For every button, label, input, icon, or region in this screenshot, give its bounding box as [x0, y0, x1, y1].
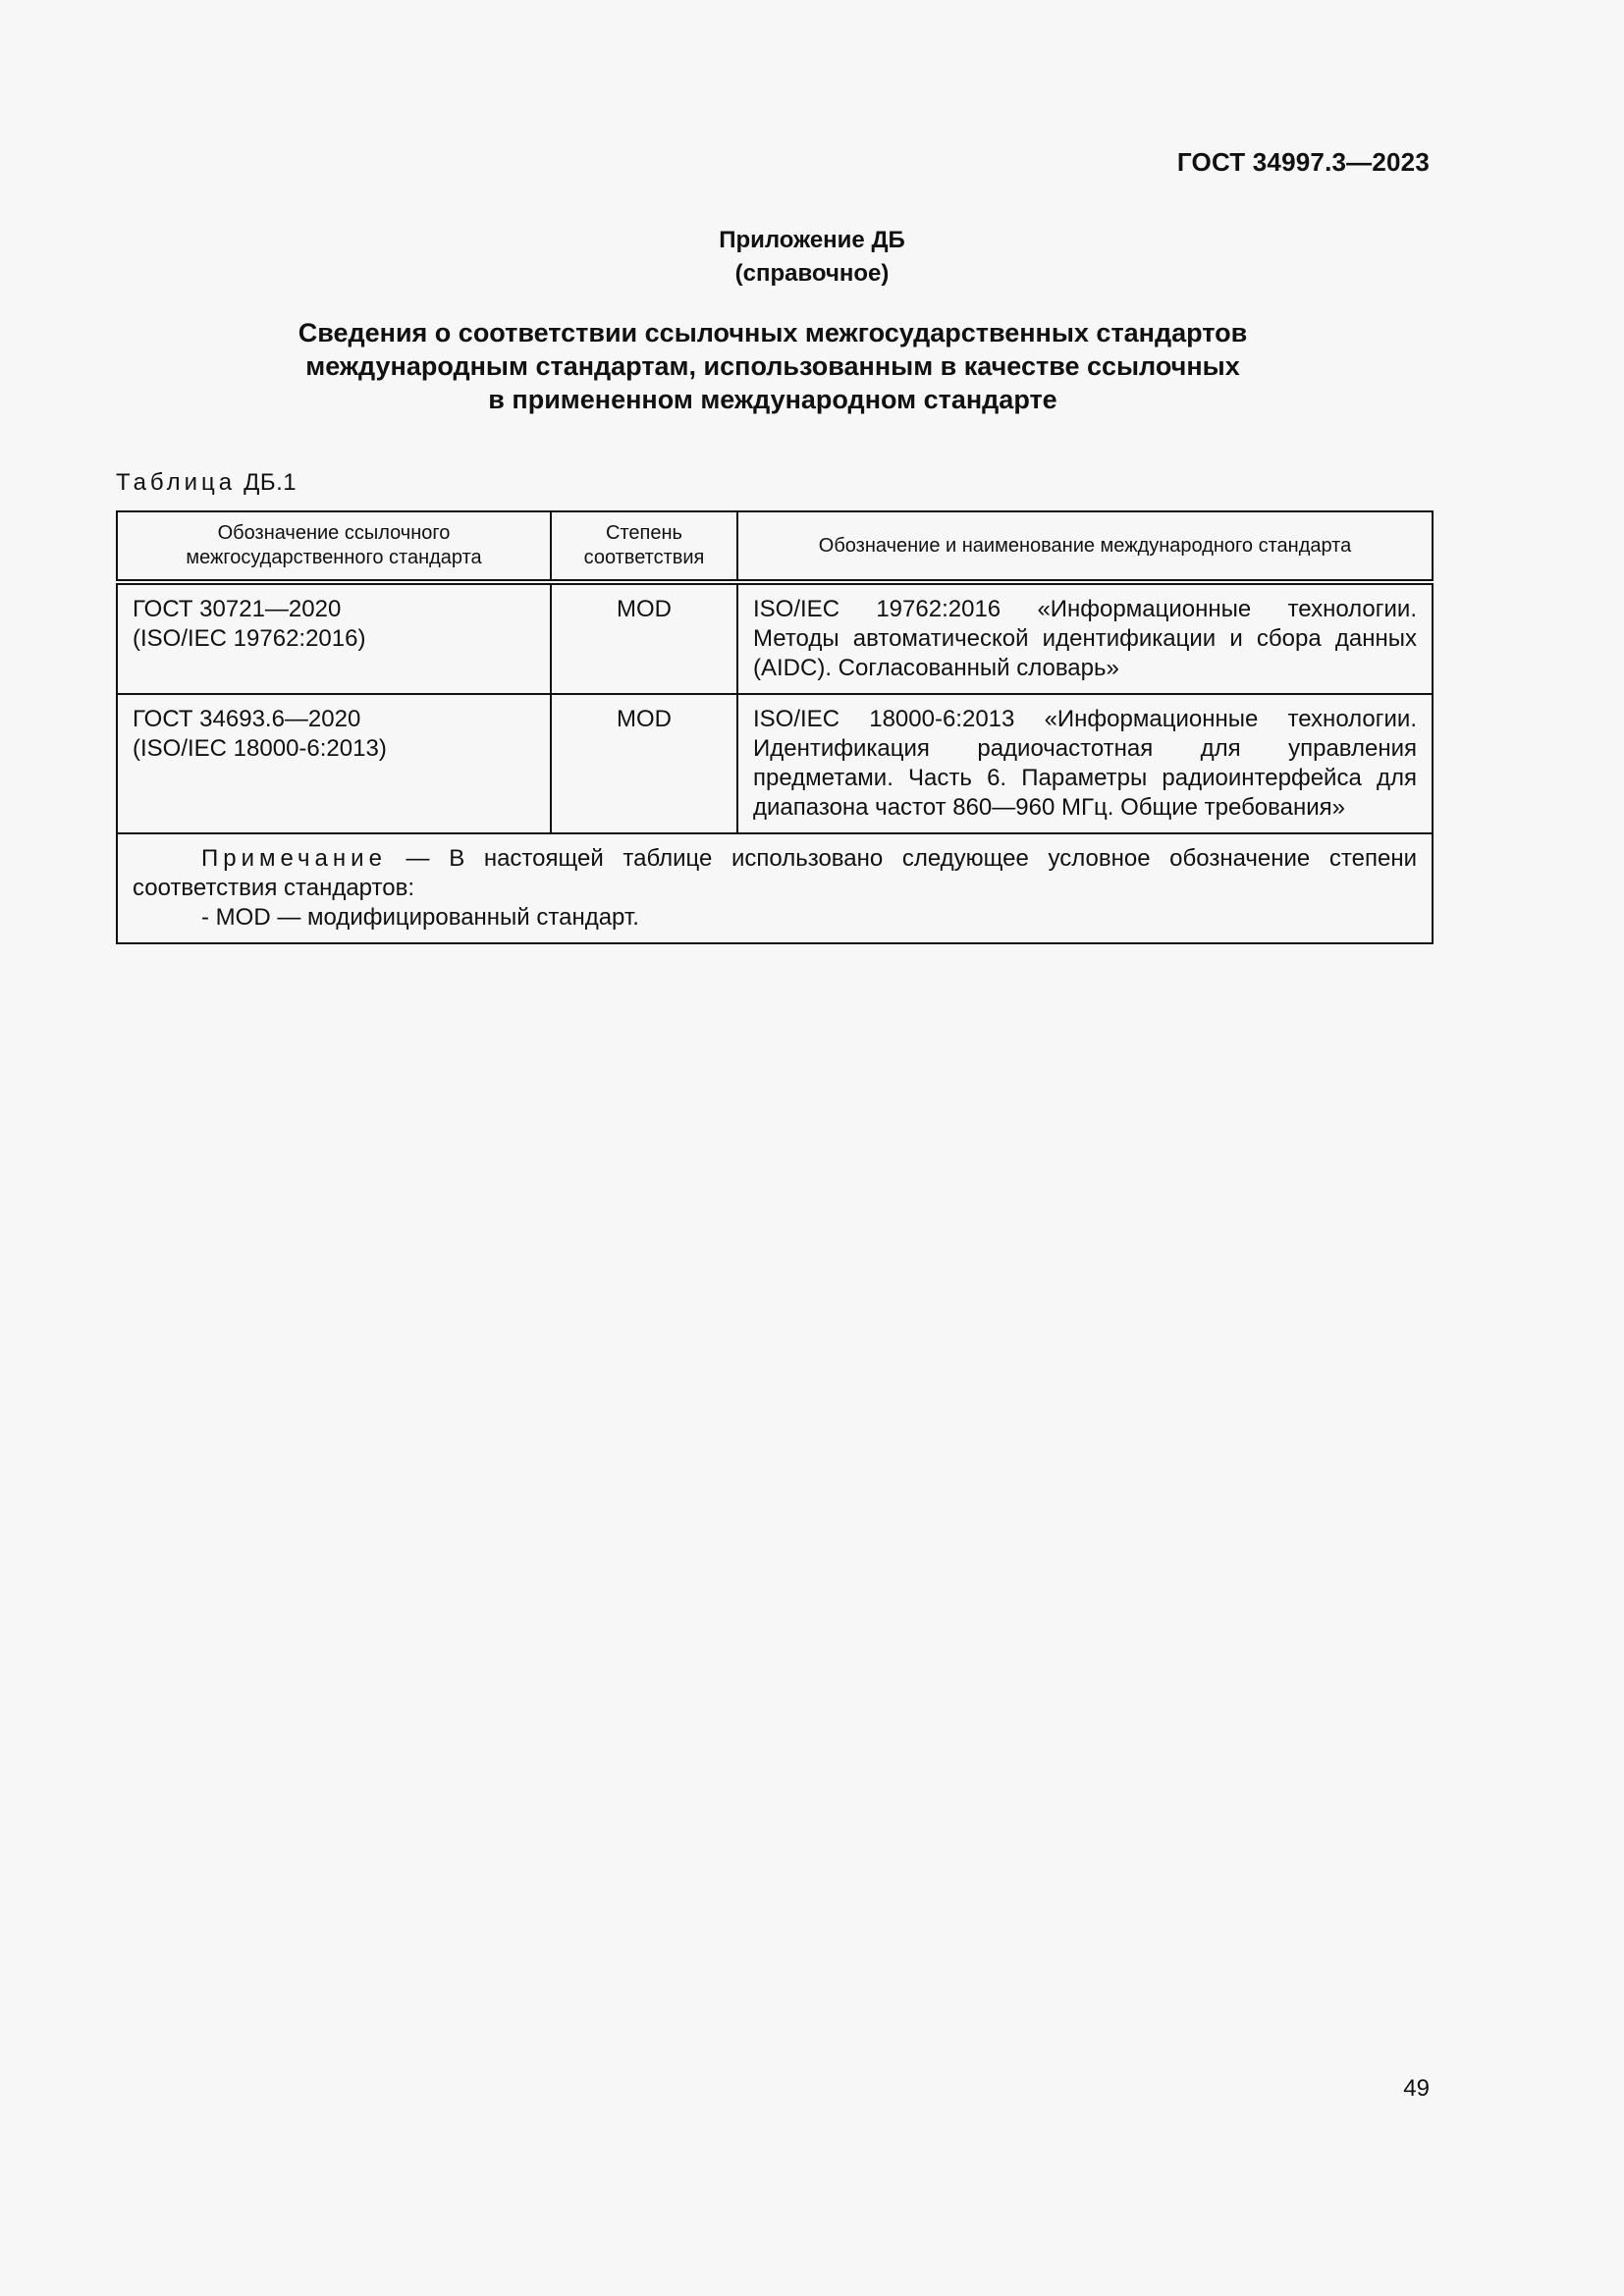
table-cell [551, 694, 737, 833]
table-cell [117, 694, 551, 833]
note-text [133, 844, 1417, 903]
section-title [236, 316, 1310, 416]
appendix-heading [0, 224, 1624, 291]
column-header: Обозначение ссылочного межгосударственного стандарта [117, 511, 551, 582]
appendix-subtitle: (справочное) [734, 260, 890, 287]
appendix-title: Приложение ДБ [719, 227, 905, 253]
table-note-cell [117, 833, 1433, 943]
table-note [118, 834, 1432, 942]
designation-line: (ISO/IEC 19762:2016) [133, 625, 366, 652]
designation-line: (ISO/IEC 18000-6:2013) [133, 735, 387, 762]
note-item: - MOD — модифицированный стандарт. [201, 904, 639, 931]
table-header-row [117, 511, 1433, 582]
section-title-line: в примененном международном стандарте [488, 385, 1057, 414]
table-cell [551, 582, 737, 694]
degree-value: MOD [617, 706, 672, 732]
document-code: ГОСТ 34997.3—2023 [1176, 147, 1430, 177]
standards-table [116, 510, 1434, 944]
table-caption-label: Таблица [116, 469, 237, 496]
table-cell [737, 694, 1433, 833]
table-caption [116, 469, 297, 497]
table-cell [117, 582, 551, 694]
section-title-line: международным стандартам, использованным в качестве ссылочных [305, 351, 1240, 381]
table-note-row [117, 833, 1433, 943]
column-header: Степень соответствия [551, 511, 737, 582]
section-title-line: Сведения о соответствии ссылочных межгосударственных стандартов [298, 318, 1248, 347]
international-standard: ISO/IEC 18000-6:2013 «Информационные технологии. Идентификация радиочастотная для управления предметами. Часть 6. Параметры радиоинтерфейса для диапазона частот 860—960 МГц. Общие требования» [753, 706, 1417, 821]
note-label: Примечание [201, 845, 387, 872]
table-cell [737, 582, 1433, 694]
table-caption-number: ДБ.1 [244, 469, 298, 496]
international-standard: ISO/IEC 19762:2016 «Информационные технологии. Методы автоматической идентификации и сбора данных (AIDC). Согласованный словарь» [753, 596, 1417, 681]
page-number: 49 [1403, 2075, 1430, 2102]
column-header: Обозначение и наименование международного стандарта [737, 511, 1433, 582]
degree-value: MOD [617, 596, 672, 622]
designation-line: ГОСТ 34693.6—2020 [133, 706, 361, 732]
note-body: — В настоящей таблице использовано следующее условное обозначение степени соответствия стандартов: [133, 845, 1417, 901]
table-row [117, 694, 1433, 833]
table-row [117, 582, 1433, 694]
designation-line: ГОСТ 30721—2020 [133, 596, 342, 622]
